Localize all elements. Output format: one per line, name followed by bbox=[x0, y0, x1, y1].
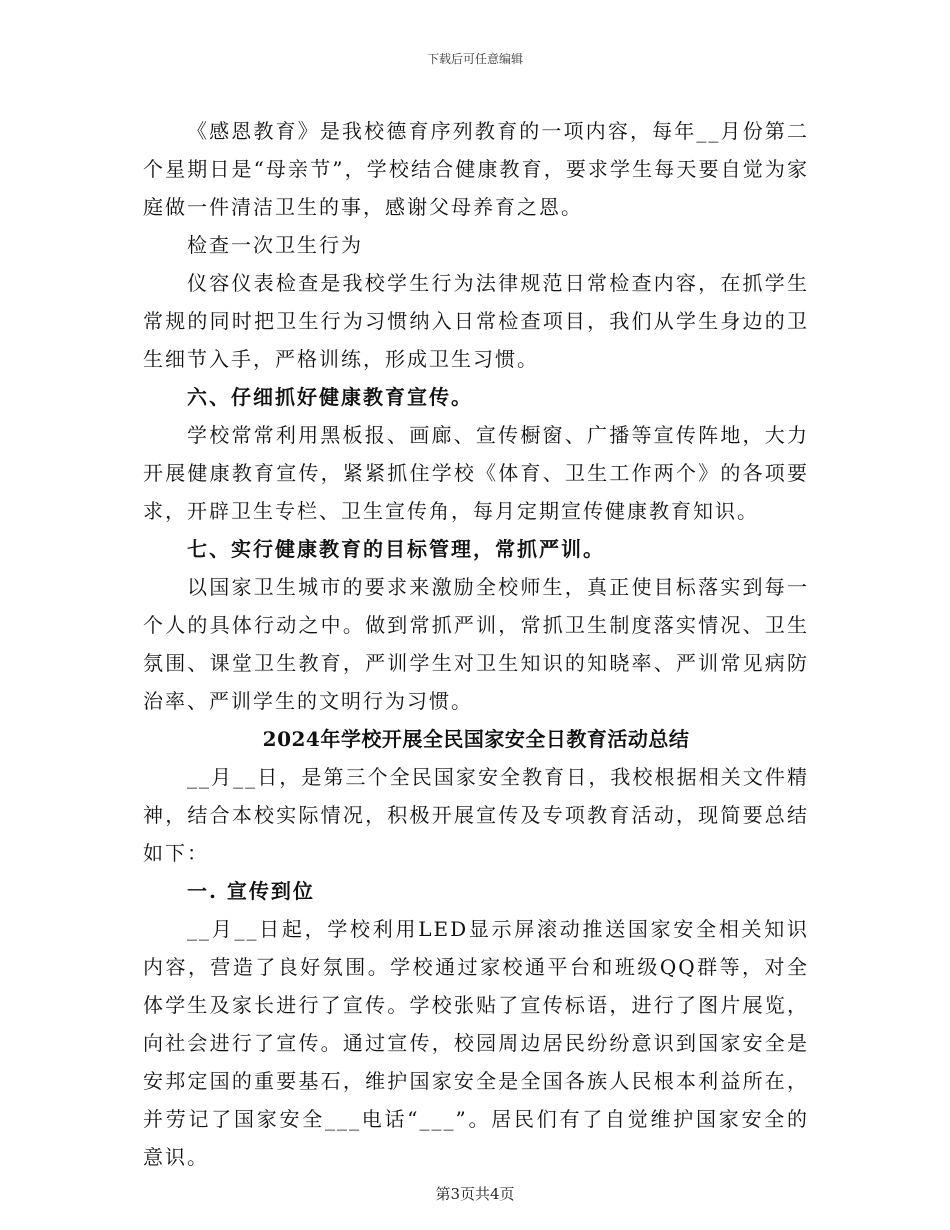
document-title: 2024年学校开展全民国家安全日教育活动总结 bbox=[262, 727, 690, 751]
paragraph-gratitude-education: 《感恩教育》是我校德育序列教育的一项内容，每年__月份第二个星期日是“母亲节”，学校结合健康教育，要求学生每天要自觉为家庭做一件清洁卫生的事，感谢父母养育之恩。 bbox=[143, 119, 809, 219]
section-heading-six: 六、仔细抓好健康教育宣传。 bbox=[187, 385, 473, 409]
document-body bbox=[143, 112, 809, 1176]
page-header: 下载后可任意编辑 bbox=[426, 52, 523, 66]
paragraph-target-management: 以国家卫生城市的要求来激励全校师生，真正使目标落实到每一个人的具体行动之中。做到常抓严训，常抓卫生制度落实情况、卫生氛围、课堂卫生教育，严训学生对卫生知识的知晓率、严训常见病防治率、严训学生的文明行为习惯。 bbox=[143, 575, 809, 713]
section-heading-seven: 七、实行健康教育的目标管理，常抓严训。 bbox=[187, 537, 605, 561]
paragraph-hygiene-check-title: 检查一次卫生行为 bbox=[187, 233, 363, 257]
paragraph-appearance-check: 仪容仪表检查是我校学生行为法律规范日常检查内容，在抓学生常规的同时把卫生行为习惯纳入日常检查项目，我们从学生身边的卫生细节入手，严格训练，形成卫生习惯。 bbox=[143, 271, 809, 371]
paragraph-intro: __月__日，是第三个全民国家安全教育日，我校根据相关文件精神，结合本校实际情况，积极开展宣传及专项教育活动，现简要总结如下： bbox=[143, 765, 809, 865]
paragraph-publicity-details: __月__日起，学校利用LED显示屏滚动推送国家安全相关知识内容，营造了良好氛围。学校通过家校通平台和班级QQ群等，对全体学生及家长进行了宣传。学校张贴了宣传标语，进行了图片展览，向社会进行了宣传。通过宣传，校园周边居民纷纷意识到国家安全是安邦定国的重要基石，维护国家安全是全国各族人民根本利益所在，并劳记了国家安全___电话“___”。居民们有了自觉维护国家安全的意识。 bbox=[143, 917, 809, 1169]
page-footer: 第3页共4页 bbox=[435, 1185, 515, 1203]
section-heading-one: 一. 宣传到位 bbox=[187, 879, 315, 903]
paragraph-publicity: 学校常常利用黑板报、画廊、宣传橱窗、广播等宣传阵地，大力开展健康教育宣传，紧紧抓住学校《体育、卫生工作两个》的各项要求，开辟卫生专栏、卫生宣传角，每月定期宣传健康教育知识。 bbox=[143, 423, 809, 523]
